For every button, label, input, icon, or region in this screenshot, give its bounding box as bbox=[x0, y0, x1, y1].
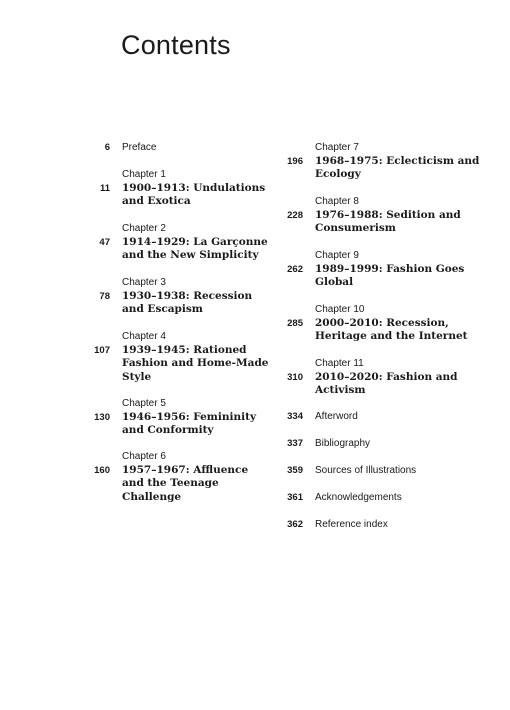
page-number: 78 bbox=[99, 291, 110, 302]
page-number: 334 bbox=[287, 411, 303, 422]
chapter-label: Chapter 7 bbox=[315, 142, 359, 153]
page-number: 337 bbox=[287, 438, 303, 449]
chapter-title: 1914–1929: La Garçonne and the New Simplicity bbox=[122, 235, 268, 262]
chapter-title: 1900–1913: Undulations and Exotica bbox=[122, 181, 266, 208]
toc-entry-chapter-10[interactable] bbox=[283, 303, 483, 344]
toc-entry-preface[interactable] bbox=[90, 141, 270, 155]
toc-entry-chapter-4[interactable] bbox=[90, 330, 270, 384]
page-number: 362 bbox=[287, 519, 303, 530]
toc-entry-chapter-7[interactable] bbox=[283, 141, 483, 182]
toc-entry-chapter-1[interactable] bbox=[90, 168, 270, 209]
chapter-title: 1976–1988: Sedition and Consumerism bbox=[315, 208, 461, 235]
entry-label: Reference index bbox=[315, 519, 388, 530]
toc-entry-chapter-6[interactable] bbox=[90, 450, 270, 504]
page-number: 47 bbox=[99, 237, 110, 248]
chapter-title: 2010–2020: Fashion and Activism bbox=[315, 370, 458, 397]
page-number: 160 bbox=[94, 465, 110, 476]
chapter-label: Chapter 9 bbox=[315, 250, 359, 261]
chapter-label: Chapter 5 bbox=[122, 398, 166, 409]
chapter-label: Chapter 6 bbox=[122, 451, 166, 462]
chapter-label: Chapter 2 bbox=[122, 223, 166, 234]
toc-entry-chapter-3[interactable] bbox=[90, 276, 270, 317]
chapter-label: Chapter 3 bbox=[122, 277, 166, 288]
chapter-label: Chapter 8 bbox=[315, 196, 359, 207]
page-number: 107 bbox=[94, 345, 110, 356]
chapter-title: 1930–1938: Recession and Escapism bbox=[122, 289, 253, 316]
toc-entry-sources-of-illustrations[interactable] bbox=[283, 464, 483, 478]
entry-label: Acknowledgements bbox=[315, 492, 402, 503]
toc-entry-afterword[interactable] bbox=[283, 410, 483, 424]
page-number: 361 bbox=[287, 492, 303, 503]
toc-entry-chapter-9[interactable] bbox=[283, 249, 483, 290]
toc-entry-chapter-11[interactable] bbox=[283, 357, 483, 398]
chapter-title: 1957–1967: Affluence and the Teenage Challenge bbox=[122, 463, 249, 503]
chapter-label: Chapter 11 bbox=[315, 358, 364, 369]
chapter-title: 2000–2010: Recession, Heritage and the Internet bbox=[315, 316, 468, 343]
toc-entry-bibliography[interactable] bbox=[283, 437, 483, 451]
toc-entry-chapter-8[interactable] bbox=[283, 195, 483, 236]
page-title: Contents bbox=[121, 30, 231, 60]
page-number: 130 bbox=[94, 412, 110, 423]
page-number: 6 bbox=[104, 142, 110, 153]
chapter-title: 1939–1945: Rationed Fashion and Home-Made Style bbox=[122, 343, 269, 383]
chapter-title: 1989–1999: Fashion Goes Global bbox=[315, 262, 465, 289]
page-number: 262 bbox=[287, 264, 303, 275]
toc-entry-chapter-5[interactable] bbox=[90, 397, 270, 438]
page-number: 228 bbox=[287, 210, 303, 221]
entry-label: Afterword bbox=[315, 411, 358, 422]
page-number: 285 bbox=[287, 318, 303, 329]
toc-entry-acknowledgements[interactable] bbox=[283, 491, 483, 505]
entry-label: Preface bbox=[122, 142, 157, 153]
chapter-label: Chapter 4 bbox=[122, 331, 166, 342]
chapter-title: 1946–1956: Femininity and Conformity bbox=[122, 410, 257, 437]
entry-label: Sources of Illustrations bbox=[315, 465, 417, 476]
toc-entry-chapter-2[interactable] bbox=[90, 222, 270, 263]
page-number: 196 bbox=[287, 156, 303, 167]
chapter-label: Chapter 10 bbox=[315, 304, 365, 315]
entry-label: Bibliography bbox=[315, 438, 371, 449]
page-number: 310 bbox=[287, 372, 303, 383]
page-number: 11 bbox=[99, 183, 110, 194]
chapter-title: 1968–1975: Eclecticism and Ecology bbox=[315, 154, 480, 181]
toc-entry-reference-index[interactable] bbox=[283, 518, 483, 532]
page-number: 359 bbox=[287, 465, 303, 476]
chapter-label: Chapter 1 bbox=[122, 169, 166, 180]
